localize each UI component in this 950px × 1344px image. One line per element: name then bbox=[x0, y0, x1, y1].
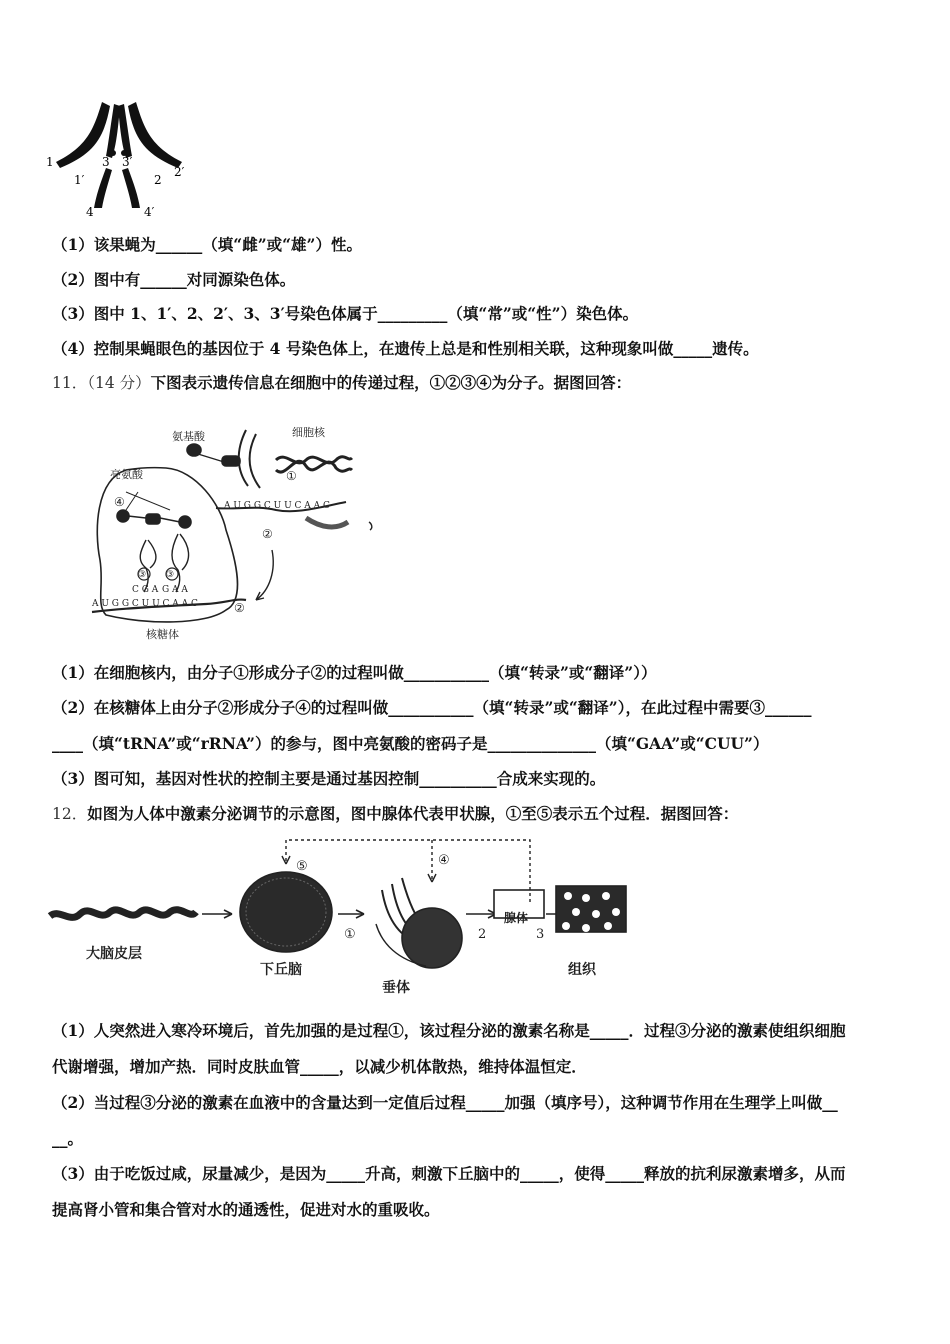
q12-number: 12． bbox=[52, 805, 88, 823]
fig12-pituitary-label: 垂体 bbox=[382, 980, 410, 996]
q11-sub2b: ____（填“tRNA”或“rRNA”）的参与，图中亮氨酸的密码子是______________（填“GAA”或“CUU”） bbox=[52, 734, 769, 753]
q12-sub2a: （2）当过程③分泌的激素在血液中的含量达到一定值后过程_____加强（填序号），这种调节作用在生理学上叫做__ bbox=[52, 1093, 838, 1112]
gene-expression-figure bbox=[86, 410, 386, 650]
fig11-top-seq: A U G G C U U C A A C bbox=[224, 501, 330, 511]
q10-sub2: （2）图中有______对同源染色体。 bbox=[52, 270, 296, 289]
q12-sub2b: __。 bbox=[52, 1129, 84, 1148]
q12-sub1b: 代谢增强，增加产热．同时皮肤血管_____，以减少机体散热，维持体温恒定． bbox=[52, 1057, 587, 1076]
chromo-label-1p: 1′ bbox=[74, 173, 85, 187]
fig12-gland-label: 腺体 bbox=[504, 911, 529, 925]
q11-stem: 下图表示遗传信息在细胞中的传递过程，①②③④为分子。据图回答： bbox=[150, 373, 632, 392]
chromo-label-4: 4 bbox=[86, 205, 94, 219]
fig11-amino-acid-label: 氨基酸 bbox=[172, 430, 205, 443]
fig12-tissue-label: 组织 bbox=[568, 962, 596, 978]
fig11-nucleus-label: 细胞核 bbox=[292, 426, 325, 439]
q11-sub2a: （2）在核糖体上由分子②形成分子④的过程叫做___________（填“转录”或“翻译”），在此过程中需要③______ bbox=[52, 698, 812, 717]
chromosome-figure bbox=[44, 98, 194, 220]
fig12-cortex-label: 大脑皮层 bbox=[86, 946, 142, 962]
fig12-p5: ⑤ bbox=[296, 859, 308, 874]
fig12-p1: ① bbox=[344, 927, 356, 942]
q12-sub3b: 提高肾小管和集合管对水的通透性，促进对水的重吸收。 bbox=[52, 1200, 440, 1219]
fig11-ribosome-label: 核糖体 bbox=[146, 628, 179, 641]
fig11-mark2-bottom: ② bbox=[234, 601, 245, 615]
chromo-label-1: 1 bbox=[46, 155, 54, 169]
fig11-bottom-seq: A U G G C U U C A A C bbox=[92, 599, 198, 609]
hormone-regulation-figure bbox=[46, 834, 636, 998]
fig12-p3: 3 bbox=[536, 927, 545, 942]
fig11-mark3a: ③ bbox=[138, 570, 147, 580]
q10-sub3: （3）图中 1、1′、2、2′、3、3′号染色体属于_________（填“常”或“性”）染色体。 bbox=[52, 304, 639, 323]
q12-sub3a: （3）由于吃饭过咸，尿量减少，是因为_____升高，刺激下丘脑中的_____，使得_____释放的抗利尿激素增多，从而 bbox=[52, 1164, 846, 1183]
fig12-hypothalamus-label: 下丘脑 bbox=[260, 962, 302, 978]
q11-sub1: （1）在细胞核内，由分子①形成分子②的过程叫做___________（填“转录”或“翻译”）） bbox=[52, 663, 657, 682]
q12-stem: 如图为人体中激素分泌调节的示意图，图中腺体代表甲状腺，①至⑤表示五个过程．据图回答： bbox=[87, 804, 739, 823]
q12-sub1a: （1）人突然进入寒冷环境后，首先加强的是过程①，该过程分泌的激素名称是_____．过程③分泌的激素使组织细胞 bbox=[52, 1021, 846, 1040]
fig11-mark4: ④ bbox=[114, 495, 125, 509]
fig11-mark2-top: ② bbox=[262, 527, 273, 541]
fig12-p4: ④ bbox=[438, 853, 450, 868]
chromo-label-3p: 3′ bbox=[122, 155, 133, 169]
chromo-label-2p: 2′ bbox=[174, 165, 185, 179]
q11-sub3: （3）图可知，基因对性状的控制主要是通过基因控制__________合成来实现的。 bbox=[52, 769, 606, 788]
chromo-label-2: 2 bbox=[154, 173, 162, 187]
fig11-anticodon-a: C G A bbox=[132, 585, 159, 595]
chromo-label-3: 3 bbox=[102, 155, 110, 169]
q12-header bbox=[52, 804, 738, 824]
q11-header bbox=[52, 373, 631, 393]
q11-number: 11．（14 分） bbox=[52, 374, 151, 392]
fig11-anticodon-b: G A A bbox=[162, 585, 188, 595]
fig12-p2: 2 bbox=[478, 927, 487, 942]
fig11-mark1: ① bbox=[286, 469, 297, 483]
chromo-label-4p: 4′ bbox=[144, 205, 155, 219]
q10-sub1: （1）该果蝇为______（填“雌”或“雄”）性。 bbox=[52, 235, 362, 254]
q10-sub4: （4）控制果蝇眼色的基因位于 4 号染色体上，在遗传上总是和性别相关联，这种现象叫做_____遗传。 bbox=[52, 339, 759, 358]
fig11-mark3b: ③ bbox=[166, 570, 175, 580]
fig11-leucine-label: 亮氨酸 bbox=[110, 468, 143, 481]
